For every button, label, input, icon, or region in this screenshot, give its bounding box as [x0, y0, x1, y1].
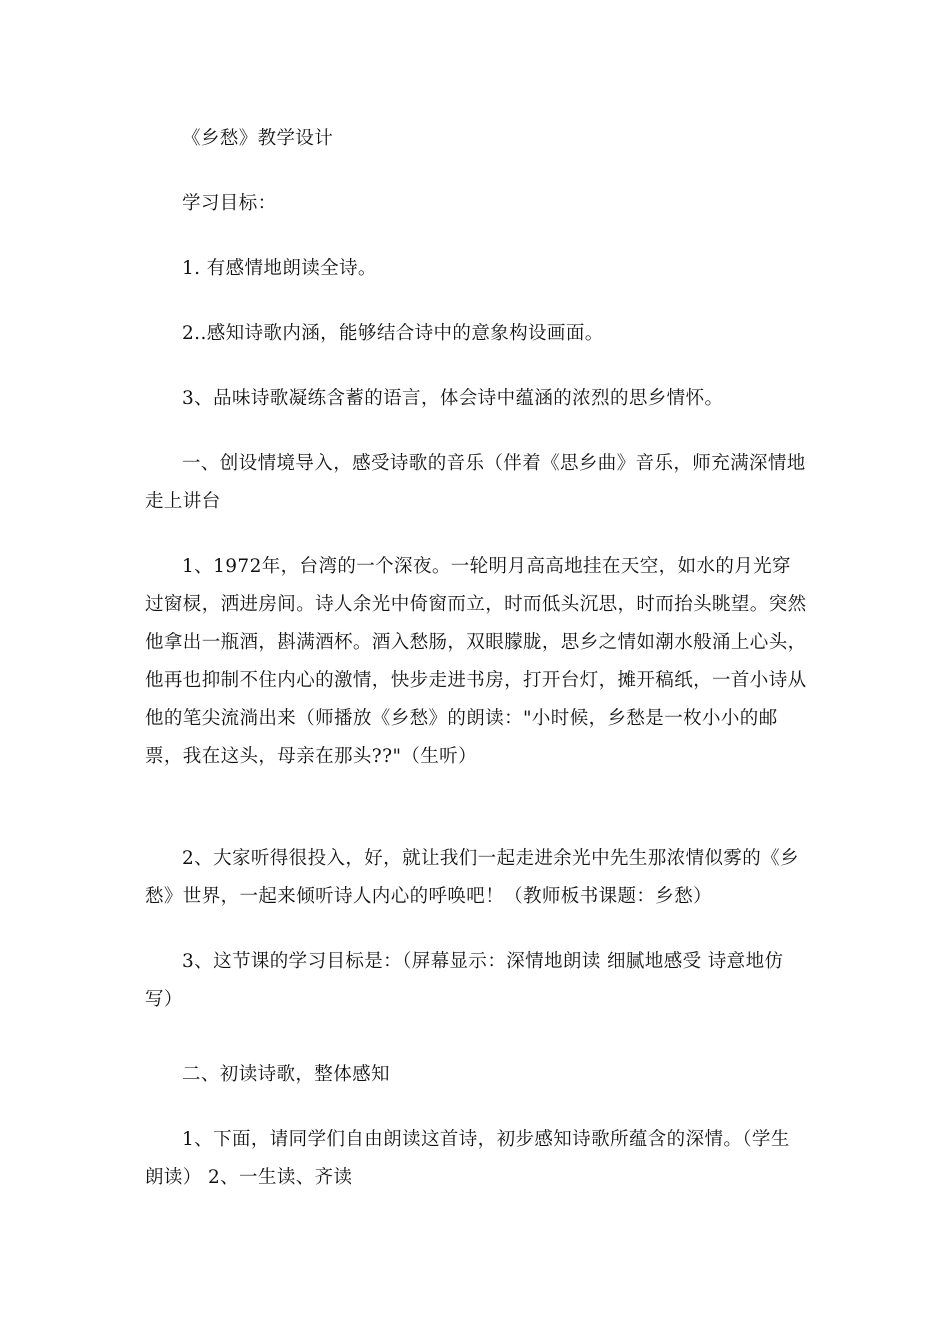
paragraph-learning-goals-heading: 学习目标：	[182, 193, 277, 214]
paragraph-section-1-heading: 一、创设情境导入，感受诗歌的音乐（伴着《思乡曲》音乐，师充满深情地走上讲台	[145, 453, 806, 512]
paragraph-goal-1: 1. 有感情地朗读全诗。	[182, 258, 377, 279]
paragraph-goal-3: 3、品味诗歌凝练含蓄的语言，体会诗中蕴涵的浓烈的思乡情怀。	[182, 388, 724, 409]
paragraph-goal-2: 2..感知诗歌内涵，能够结合诗中的意象构设画面。	[182, 323, 604, 344]
document-title: 《乡愁》教学设计	[182, 128, 334, 149]
paragraph-section-2-item-1: 1、下面，请同学们自由朗读这首诗，初步感知诗歌所蕴含的深情。（学生朗读） 2、一生读、齐读	[145, 1129, 790, 1188]
paragraph-section-1-item-3: 3、这节课的学习目标是：（屏幕显示：深情地朗读 细腻地感受 诗意地仿写）	[145, 951, 784, 1010]
paragraph-section-1-item-2: 2、大家听得很投入，好，就让我们一起走进余光中先生那浓情似雾的《乡愁》世界，一起来倾听诗人内心的呼唤吧！（教师板书课题：乡愁）	[145, 848, 799, 907]
paragraph-section-2-heading: 二、初读诗歌，整体感知	[182, 1064, 390, 1085]
paragraph-section-1-item-1: 1、1972年，台湾的一个深夜。一轮明月高高地挂在天空，如水的月光穿过窗棂，洒进房间。诗人余光中倚窗而立，时而低头沉思，时而抬头眺望。突然他拿出一瓶酒，斟满酒杯。酒入愁肠，双眼朦胧，思乡之情如潮水般涌上心头，他再也抑制不住内心的激情，快步走进书房，打开台灯，摊开稿纸，一首小诗从他的笔尖流淌出来（师播放《乡愁》的朗读："小时候，乡愁是一枚小小的邮票，我在这头，母亲在那头??"（生听）	[145, 556, 807, 767]
